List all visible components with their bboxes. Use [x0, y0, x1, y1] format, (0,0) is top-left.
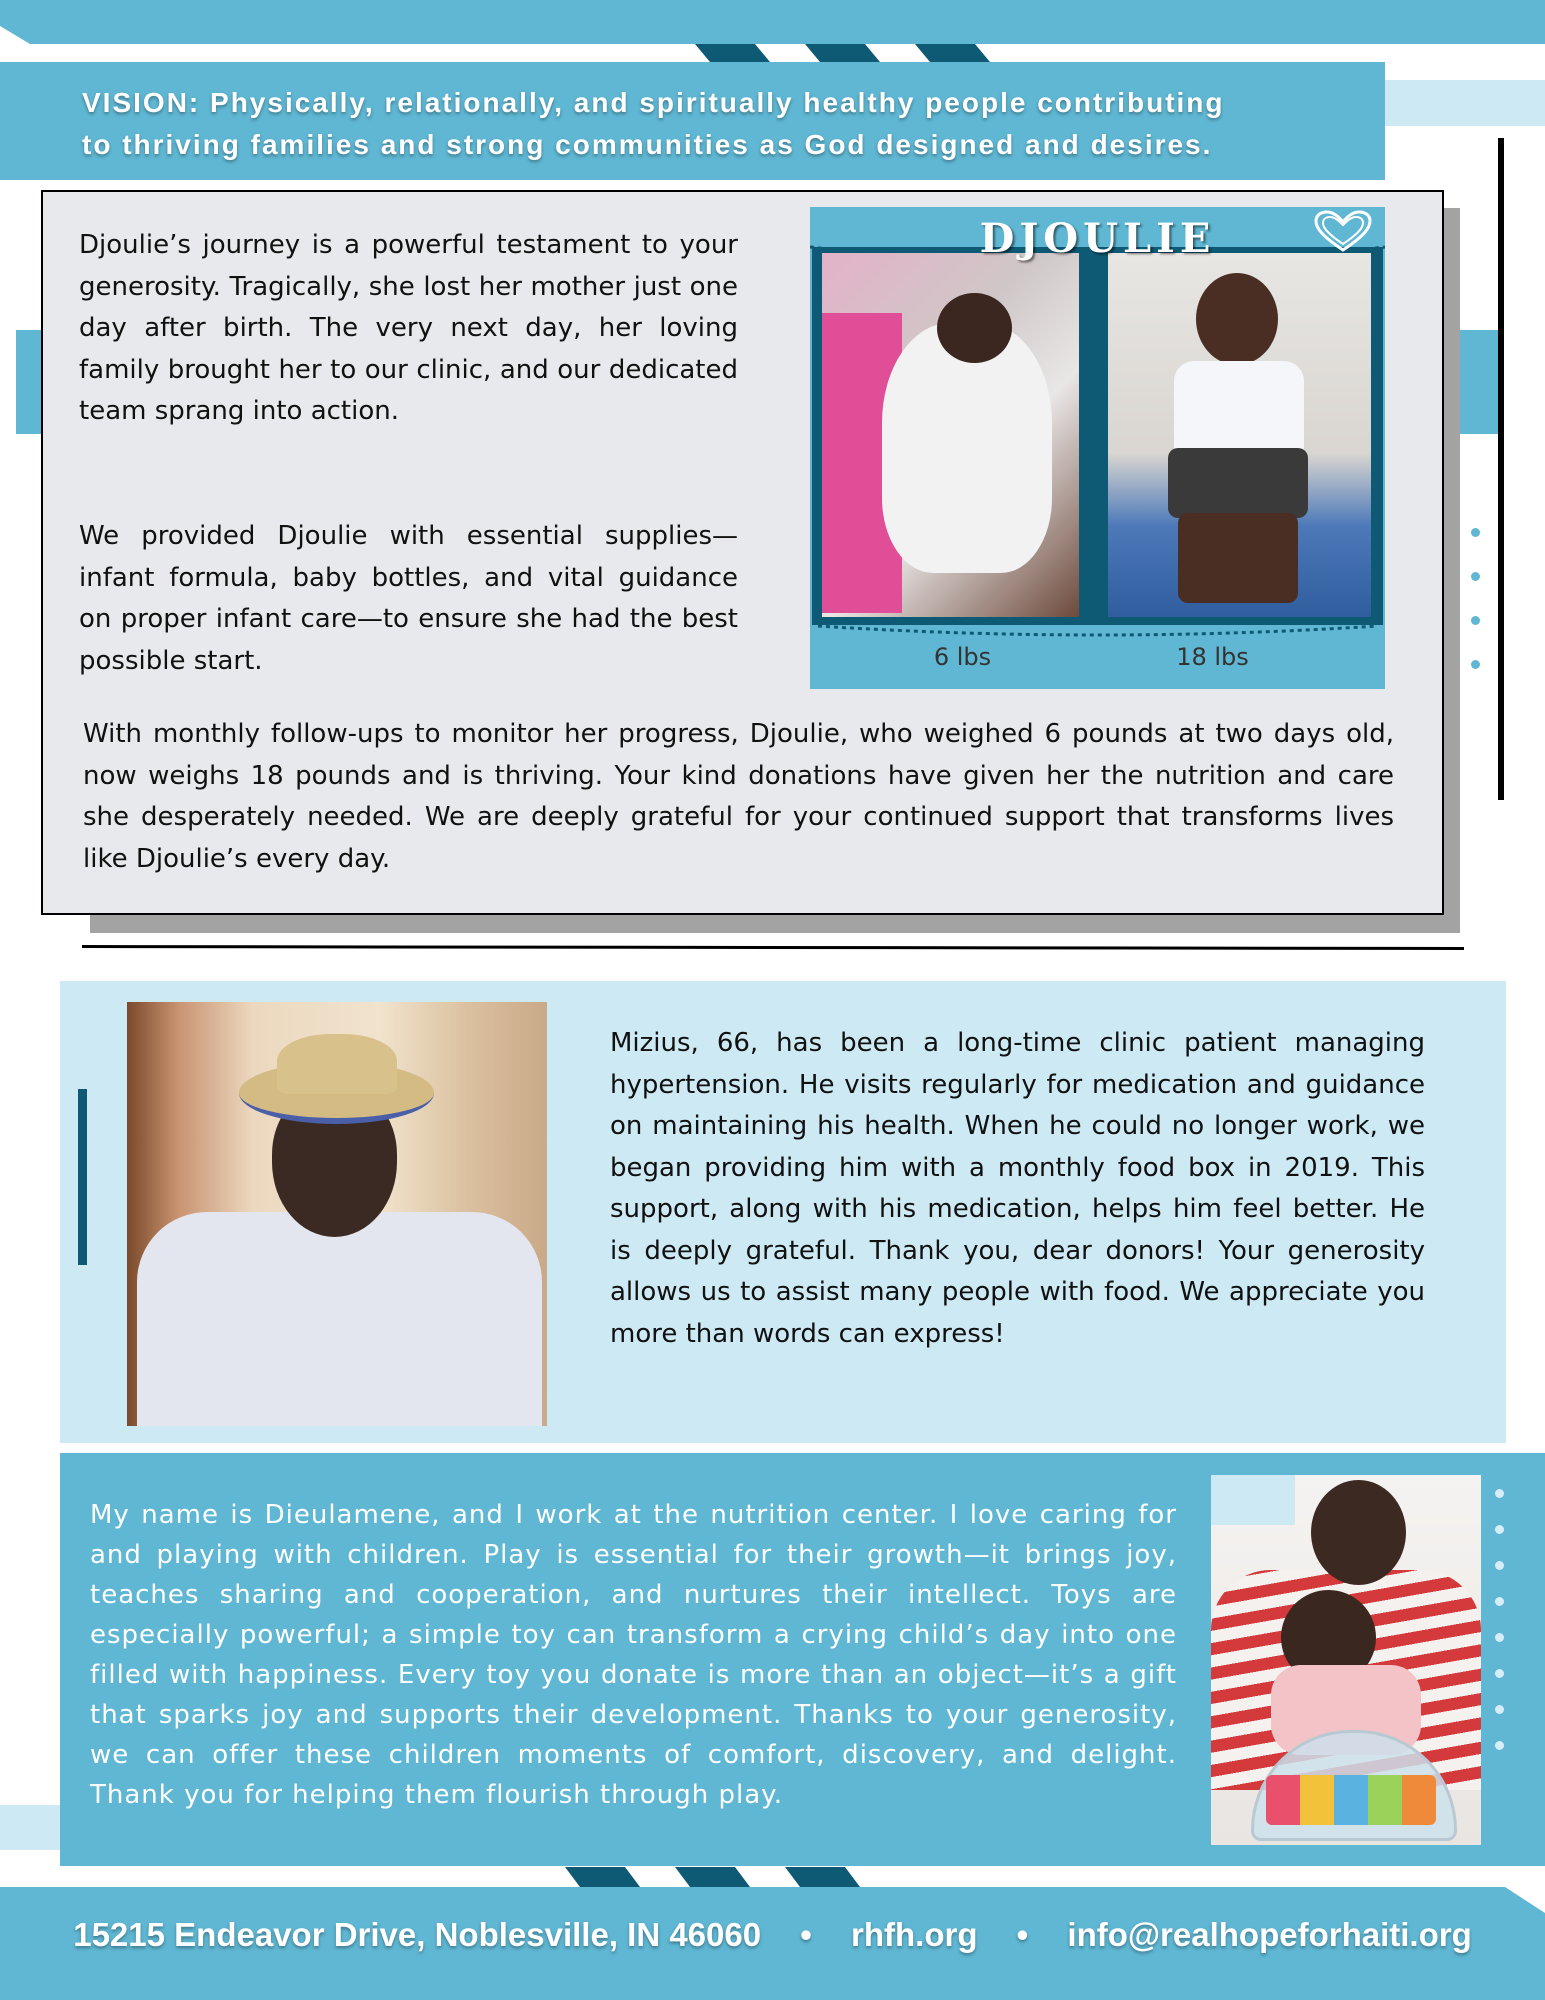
toddler-shirt [1174, 361, 1304, 461]
photo-corner-block [1211, 1475, 1295, 1525]
dieulamene-text: My name is Dieulamene, and I work at the nutrition center. I love caring for and playing with children. Play is essential for their growth—it brings joy, teaches sharing and cooperation, and nurtures their intellect. Toys are especially powerful; a simple toy can transform a crying child’s day into one filled with happiness. Every toy you donate is more than an object—it’s a gift that sparks joy and supports their development. Thanks to your generosity, we can offer these children moments of comfort, discovery, and delight. Thank you for helping them flourish through play. [90, 1500, 1177, 1810]
footer-email-link[interactable]: info@realhopeforhaiti.org [1067, 1916, 1472, 1953]
weight-after-label: 18 lbs [1176, 643, 1249, 671]
toy-pegs [1266, 1775, 1436, 1825]
toddler-legs [1178, 513, 1298, 603]
footer-notch [1505, 1887, 1545, 1917]
mizius-text: Mizius, 66, has been a long-time clinic patient managing hypertension. He visits regularly for medication and guidance on maintaining his health. When he could no longer work, we began providing him with a monthly food box in 2019. This support, along with his medication, helps him feel better. He is deeply grateful. Thank you, dear donors! Your generosity allows us to assist many people with food. We appreciate you more than words can express! [610, 1028, 1425, 1349]
djoulie-para-3: With monthly follow-ups to monitor her progress, Djoulie, who weighed 6 pounds at two days old, now weighs 18 pounds and is thriving. Your kind donations have given her the nutrition and care she desperately needed. We are deeply grateful for your continued support that transforms lives like Djoulie’s every day. [83, 719, 1394, 874]
heart-icon [1312, 210, 1374, 254]
footer-address: 15215 Endeavor Drive, Noblesville, IN 46060 [73, 1916, 762, 1953]
deco-pale-block-right [1385, 80, 1545, 126]
footer-website-link[interactable]: rhfh.org [851, 1916, 978, 1953]
footer-separator: • [800, 1916, 812, 1953]
deco-vertical-line [1498, 138, 1504, 800]
section-divider [82, 945, 1464, 950]
djoulie-para-2: We provided Djoulie with essential supplies—infant formula, baby bottles, and vital guidance on proper infant care—to ensure she had the best possible start. [79, 521, 738, 676]
top-band [0, 0, 1545, 44]
djoulie-newborn-photo [822, 253, 1079, 617]
deco-pale-block-left [0, 1805, 60, 1850]
deco-block-right [1460, 330, 1500, 434]
dieulamene-photo [1211, 1475, 1481, 1845]
mizius-shirt [137, 1212, 542, 1426]
top-stripes [690, 44, 1010, 62]
deco-dots-left [78, 1089, 87, 1265]
mizius-photo [127, 1002, 547, 1426]
footer-separator: • [1016, 1916, 1029, 1953]
djoulie-para-1: Djoulie’s journey is a powerful testament to your generosity. Tragically, she lost her mother just one day after birth. The very next day, her loving family brought her to our clinic, and our dedicated team sprang into action. [79, 230, 738, 426]
deco-dots-right [1471, 528, 1480, 704]
caregiver-head [1311, 1480, 1406, 1585]
mizius-hat-crown [277, 1034, 397, 1094]
vision-line-1: VISION: Physically, relationally, and spiritually healthy people contributing [82, 87, 1225, 118]
deco-block-left [16, 330, 42, 434]
newborn-head [937, 293, 1012, 363]
top-band-notch [0, 0, 60, 50]
toddler-head [1196, 273, 1278, 365]
deco-dots-right-lower [1495, 1489, 1504, 1777]
djoulie-photo-title: DJOULIE [979, 215, 1216, 262]
vision-banner [0, 62, 1385, 180]
toddler-pants [1168, 448, 1308, 518]
weight-before-label: 6 lbs [933, 643, 992, 671]
djoulie-toddler-photo [1108, 253, 1371, 617]
bottom-stripes [560, 1867, 890, 1887]
vision-line-2: to thriving families and strong communities as God designed and desires. [82, 129, 1213, 160]
footer-contact [0, 1916, 1545, 1954]
